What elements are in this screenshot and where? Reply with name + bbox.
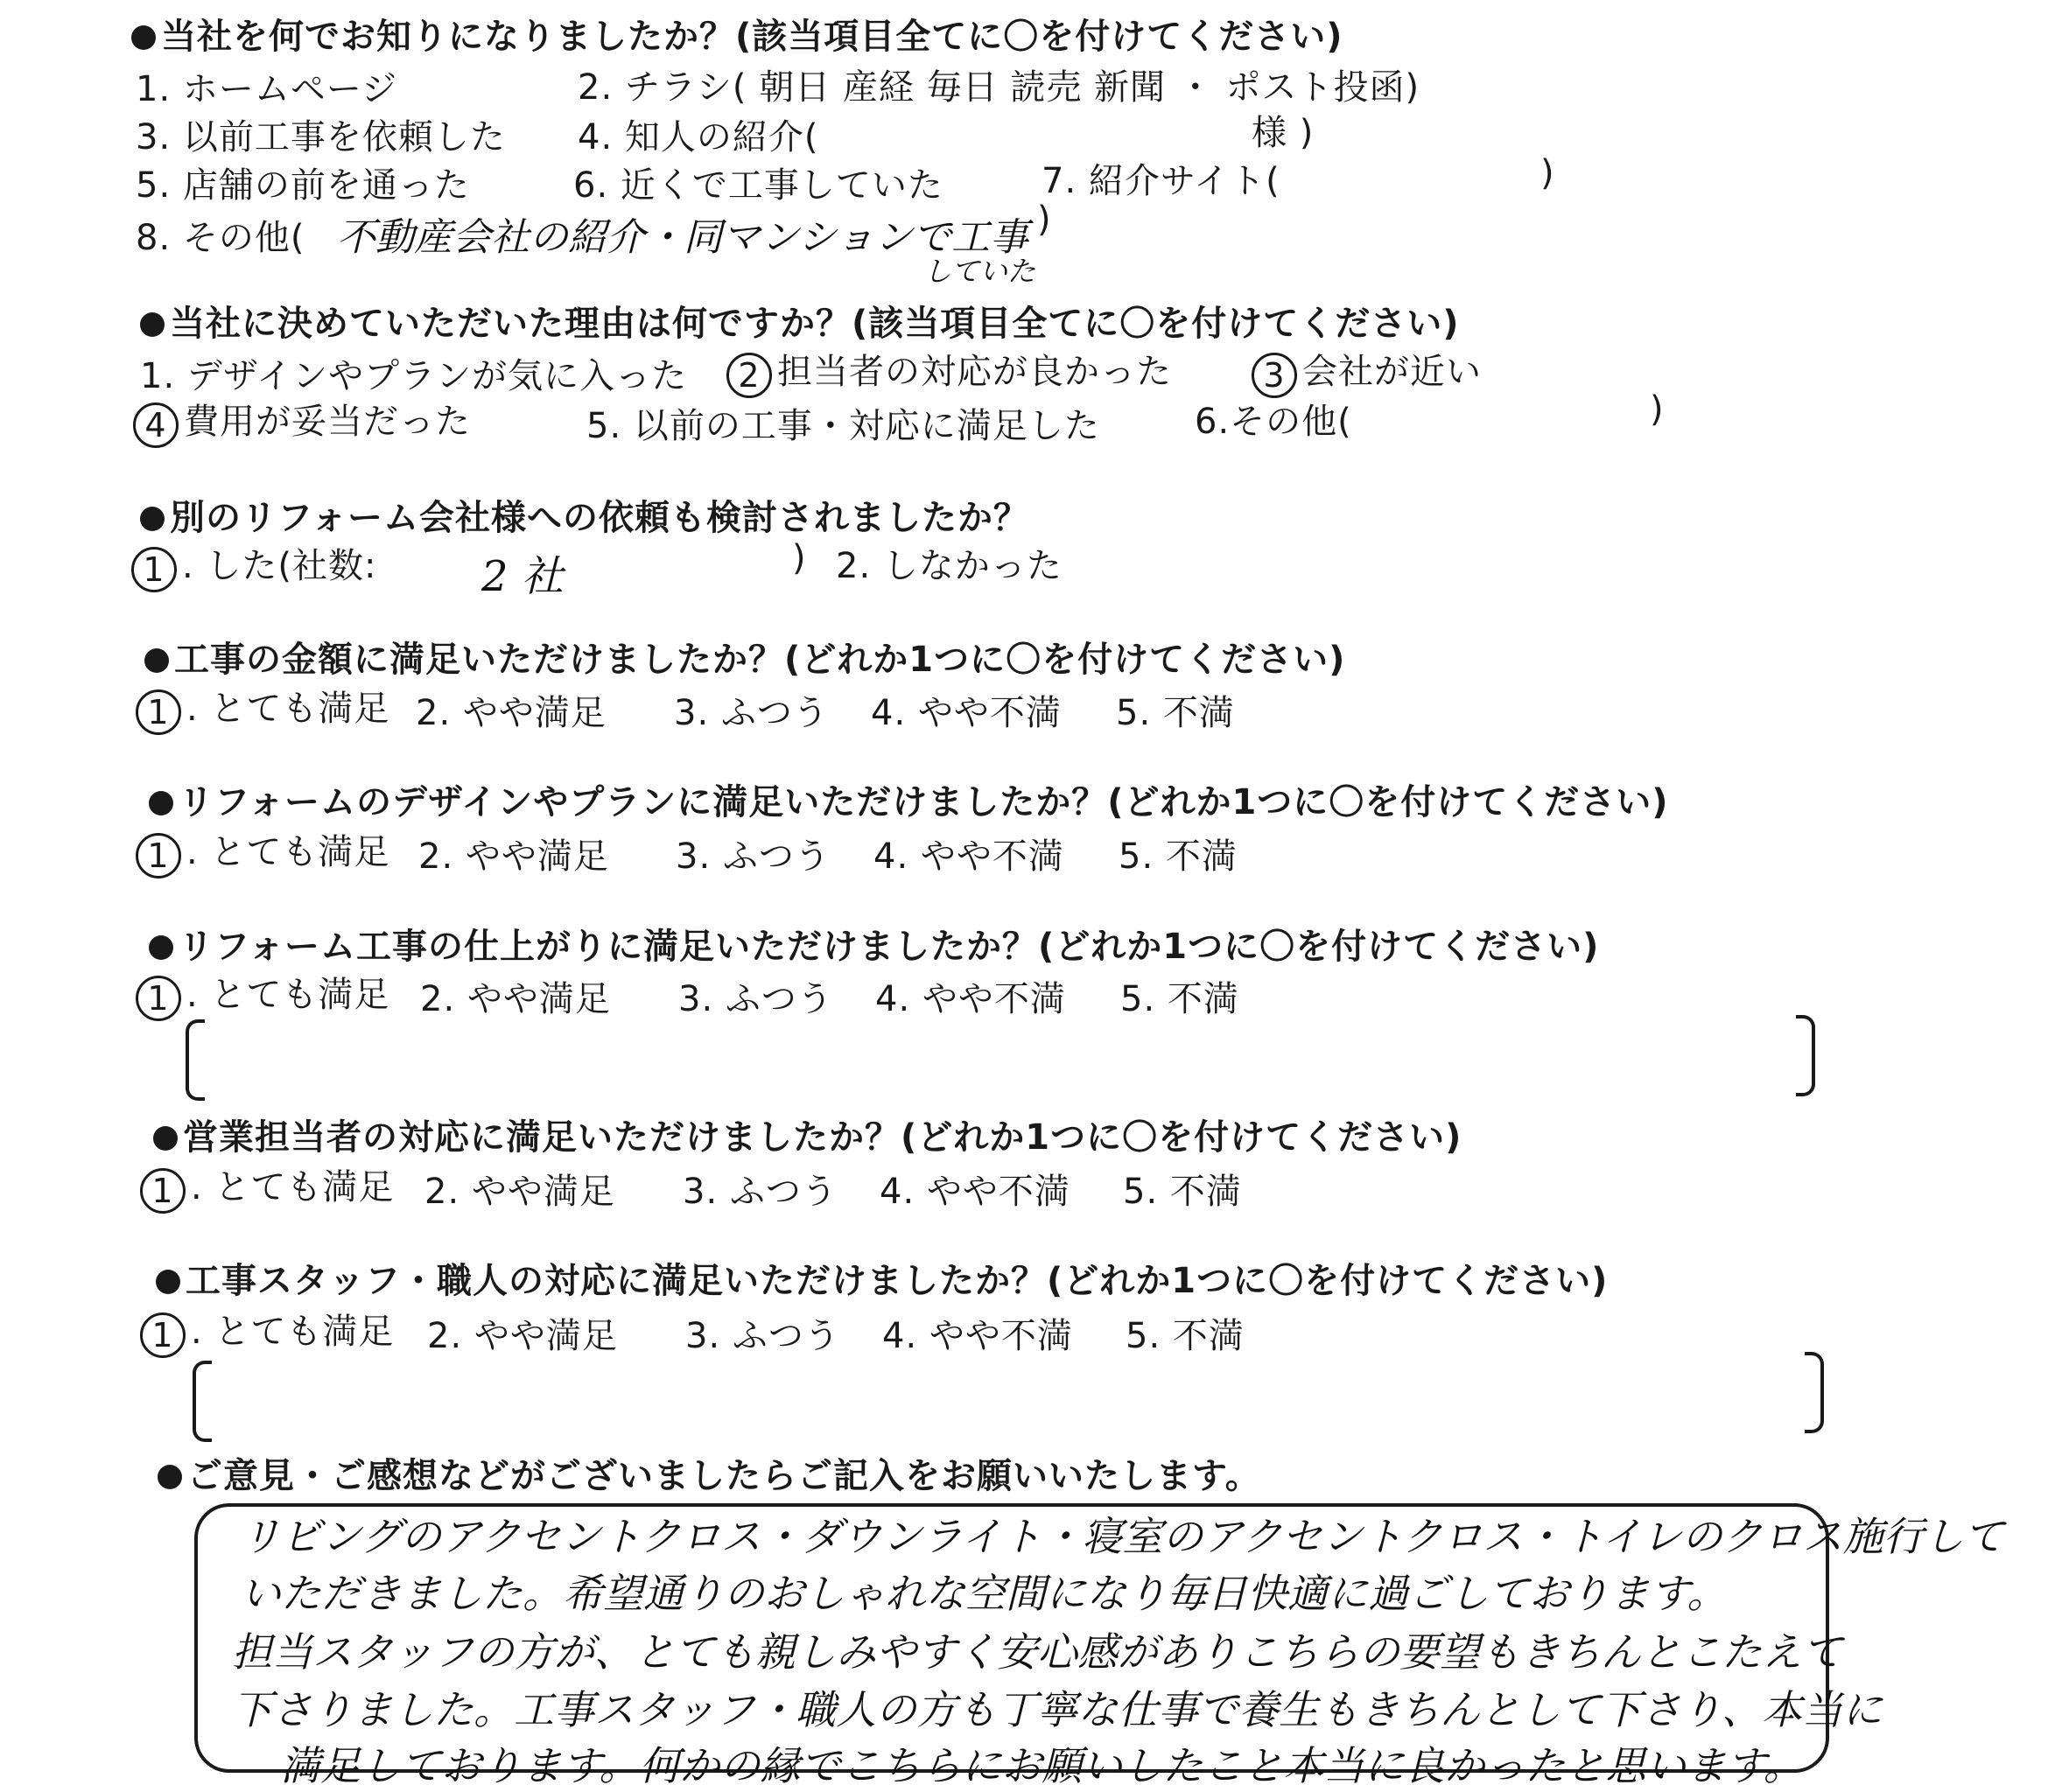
q6-option-1[interactable]: 1 . とても満足 xyxy=(136,967,389,1021)
q7-option-1[interactable]: 1 . とても満足 xyxy=(140,1159,394,1214)
q3-option-1[interactable]: 1 . した(社数: xyxy=(131,538,377,592)
q9-title: ご意見・ご感想などがございましたらご記入をお願いいたします。 xyxy=(158,1448,1261,1498)
bullet-icon xyxy=(158,1465,182,1489)
q6-comment-bracket-left xyxy=(186,1019,205,1101)
q8-title: 工事スタッフ・職人の対応に満足いただけましたか？(どれか1つに〇を付けてください) xyxy=(156,1253,1608,1303)
q1-option-6[interactable]: 6. 近くで工事していた xyxy=(573,165,943,206)
bullet-icon xyxy=(144,648,169,673)
bullet-icon xyxy=(156,1270,180,1294)
q6-comment-bracket-right xyxy=(1796,1015,1815,1096)
q2-option-5[interactable]: 5. 以前の工事・対応に満足した xyxy=(586,406,1100,446)
q2-option-1[interactable]: 1. デザインやプランが気に入った xyxy=(140,356,688,396)
q8-option-2[interactable]: 2. やや満足 xyxy=(427,1316,618,1356)
selected-circle-mark: 2 xyxy=(726,353,772,398)
selected-circle-mark: 1 xyxy=(136,833,181,878)
q4-option-4[interactable]: 4. やや不満 xyxy=(871,693,1062,733)
selected-circle-mark: 1 xyxy=(131,547,177,592)
q8-comment-bracket-left xyxy=(193,1361,212,1442)
q1-option-7[interactable]: 7. 紹介サイト( xyxy=(1042,161,1280,201)
q6-option-4[interactable]: 4. やや不満 xyxy=(875,979,1066,1019)
q2-option-6[interactable]: 6.その他( xyxy=(1195,402,1352,442)
comment-line-2: いただきました。希望通りのおしゃれな空間になり毎日快適に過ごしております。 xyxy=(241,1570,1728,1617)
bullet-icon xyxy=(131,25,156,50)
q8-option-3[interactable]: 3. ふつう xyxy=(685,1316,840,1356)
q8-option-5[interactable]: 5. 不満 xyxy=(1126,1316,1245,1356)
q5-title: リフォームのデザインやプランに満足いただけましたか？(どれか1つに〇を付けてください) xyxy=(149,774,1669,824)
q7-option-2[interactable]: 2. やや満足 xyxy=(424,1172,615,1212)
comment-line-5: 満足しております。何かの縁でこちらにお願いしたこと本当に良かったと思います。 xyxy=(280,1742,1804,1789)
q1-title: 当社を何でお知りになりましたか？(該当項目全てに〇を付けてください) xyxy=(131,9,1343,59)
q7-title: 営業担当者の対応に満足いただけましたか？(どれか1つに〇を付けてください) xyxy=(153,1110,1462,1159)
q8-option-1[interactable]: 1 . とても満足 xyxy=(140,1304,394,1358)
q1-option-1[interactable]: 1. ホームページ xyxy=(136,69,398,109)
q5-option-3[interactable]: 3. ふつう xyxy=(676,836,831,877)
q1-option-8-answer-2: していた xyxy=(923,255,1036,288)
q4-option-1[interactable]: 1 . とても満足 xyxy=(136,681,389,735)
q7-option-4[interactable]: 4. やや不満 xyxy=(880,1172,1070,1212)
bullet-icon xyxy=(149,791,173,816)
q3-option-2[interactable]: 2. しなかった xyxy=(836,546,1063,586)
q3-title: 別のリフォーム会社様への依頼も検討されましたか？ xyxy=(140,490,1029,540)
q1-option-8[interactable]: 8. その他( xyxy=(136,218,305,258)
selected-circle-mark: 4 xyxy=(133,402,179,448)
q5-option-2[interactable]: 2. やや満足 xyxy=(418,836,609,877)
q8-option-4[interactable]: 4. やや不満 xyxy=(882,1316,1073,1356)
q2-option-3[interactable]: 3 会社が近い xyxy=(1252,344,1482,398)
selected-circle-mark: 1 xyxy=(140,1312,186,1358)
q8-comment-bracket-right xyxy=(1805,1352,1824,1433)
bullet-icon xyxy=(140,507,165,531)
q6-title: リフォーム工事の仕上がりに満足いただけましたか？(どれか1つに〇を付けてください) xyxy=(149,919,1599,969)
comment-line-4: 下さりました。工事スタッフ・職人の方も丁寧な仕事で養生もきちんとして下さり、本当に xyxy=(232,1686,1883,1733)
q1-option-8-end: ) xyxy=(1037,200,1052,240)
q1-option-5[interactable]: 5. 店舗の前を通った xyxy=(136,165,470,206)
q7-option-3[interactable]: 3. ふつう xyxy=(683,1172,838,1212)
q4-option-5[interactable]: 5. 不満 xyxy=(1116,693,1235,733)
bullet-icon xyxy=(153,1126,178,1151)
q5-option-4[interactable]: 4. やや不満 xyxy=(873,836,1064,877)
q1-option-4-end: 様 ) xyxy=(1252,113,1315,153)
bullet-icon xyxy=(149,935,173,960)
q3-option-1-end: ) xyxy=(792,538,807,578)
q4-title: 工事の金額に満足いただけましたか？(どれか1つに〇を付けてください) xyxy=(144,632,1345,682)
q1-option-4[interactable]: 4. 知人の紹介( xyxy=(578,117,819,158)
q7-option-5[interactable]: 5. 不満 xyxy=(1123,1172,1242,1212)
q5-option-1[interactable]: 1 . とても満足 xyxy=(136,824,389,878)
q1-option-2[interactable]: 2. チラシ( 朝日 産経 毎日 読売 新聞 ・ ポスト投函) xyxy=(578,67,1420,108)
q2-option-6-end: ) xyxy=(1650,389,1665,430)
bullet-icon xyxy=(140,312,165,337)
comment-line-3: 担当スタッフの方が、とても親しみやすく安心感がありこちらの要望もきちんとこたえて xyxy=(232,1628,1842,1676)
q2-option-4[interactable]: 4 費用が妥当だった xyxy=(133,394,471,448)
selected-circle-mark: 1 xyxy=(140,1168,186,1214)
q4-option-2[interactable]: 2. やや満足 xyxy=(416,693,607,733)
q1-option-8-answer: 不動産会社の紹介・同マンションで工事 xyxy=(337,215,1029,260)
q5-option-5[interactable]: 5. 不満 xyxy=(1119,836,1238,877)
q1-option-7-end: ) xyxy=(1540,153,1555,193)
selected-circle-mark: 1 xyxy=(136,976,181,1021)
q2-option-2[interactable]: 2 担当者の対応が良かった xyxy=(726,344,1172,398)
q6-option-3[interactable]: 3. ふつう xyxy=(678,979,833,1019)
q6-option-2[interactable]: 2. やや満足 xyxy=(420,979,611,1019)
selected-circle-mark: 1 xyxy=(136,690,181,735)
q1-option-3[interactable]: 3. 以前工事を依頼した xyxy=(136,117,506,158)
q6-option-5[interactable]: 5. 不満 xyxy=(1120,979,1239,1019)
q2-title: 当社に決めていただいた理由は何ですか？(該当項目全てに〇を付けてください) xyxy=(140,296,1460,346)
selected-circle-mark: 3 xyxy=(1252,353,1297,398)
q4-option-3[interactable]: 3. ふつう xyxy=(674,693,829,733)
comment-line-1: リビングのアクセントクロス・ダウンライト・寝室のアクセントクロス・トイレのクロス施行して xyxy=(241,1513,2004,1560)
q3-company-count: 2 社 xyxy=(481,552,564,601)
